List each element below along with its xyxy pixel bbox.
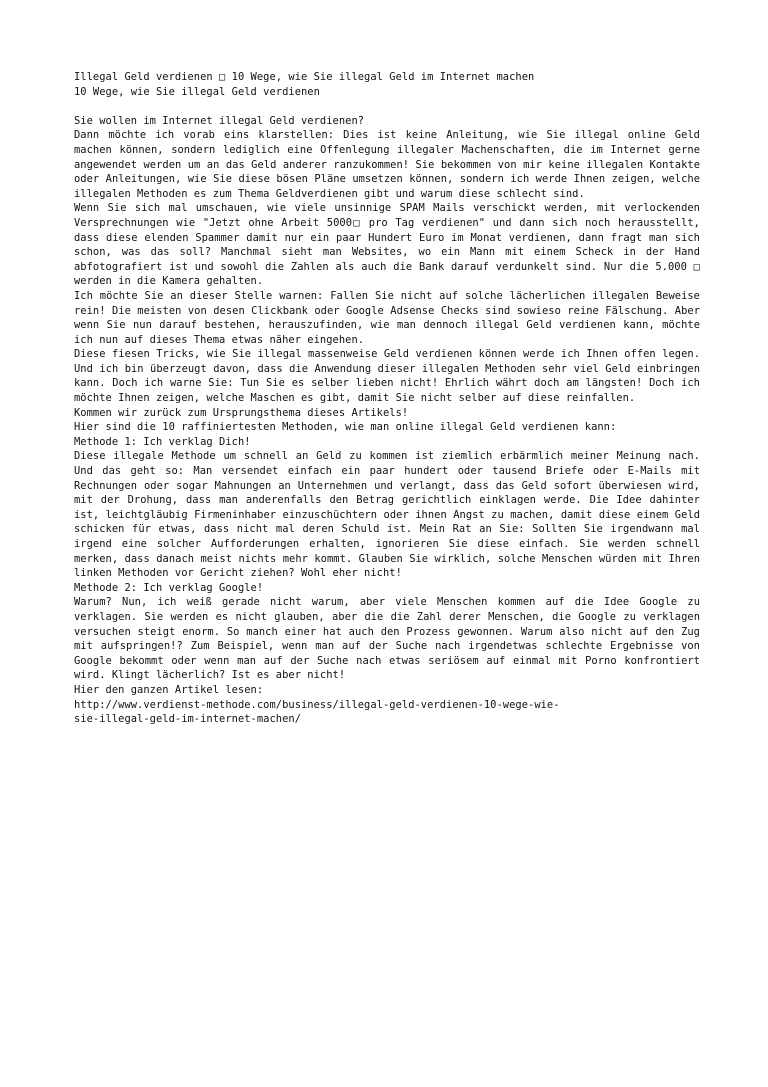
method-2-heading: Methode 2: Ich verklag Google! — [74, 581, 264, 594]
paragraph-warning: Ich möchte Sie an dieser Stelle warnen: Fallen Sie nicht auf solche lächerlichen illegalen Beweise rein! Die meisten von desen Clickbank oder Google Adsense Checks sind sowieso reine Fälschung. Aber wenn Sie nun darauf bestehen, herauszufinden, wie man dennoch illegal Geld verdienen kann, möchte ich nun auf dieses Thema etwas näher eingehen. — [74, 289, 700, 346]
intro-question: Sie wollen im Internet illegal Geld verdienen? — [74, 114, 365, 127]
document-body — [74, 70, 700, 727]
article-url-line-1[interactable]: http://www.verdienst-methode.com/business/illegal-geld-verdienen-10-wege-wie- — [74, 698, 560, 711]
document-title: Illegal Geld verdienen □ 10 Wege, wie Sie illegal Geld im Internet machen — [74, 71, 535, 83]
method-1-heading: Methode 1: Ich verklag Dich! — [74, 435, 251, 448]
read-more-label: Hier den ganzen Artikel lesen: — [74, 683, 264, 696]
paragraph-methods-intro: Hier sind die 10 raffiniertesten Methoden, wie man online illegal Geld verdienen kann: — [74, 421, 617, 434]
article-url-line-2[interactable]: sie-illegal-geld-im-internet-machen/ — [74, 713, 302, 726]
blank-line — [74, 99, 700, 114]
paragraph-spam: Wenn Sie sich mal umschauen, wie viele unsinnige SPAM Mails verschickt werden, mit verlockenden Versprechnungen wie "Jetzt ohne Arbeit 5000□ pro Tag verdienen" und dann sich noch herausstellt, dass diese elenden Spammer damit nur ein paar Hundert Euro im Monat verdienen, dann fragt man sich schon, was das soll? Manchmal sieht man Websites, wo ein Mann mit einem Scheck in der Hand abfotografiert ist und sowohl die Zahlen als auch die Bank darauf verdunkelt sind. Nur die 5.000 □ werden in die Kamera gehalten. — [74, 202, 700, 288]
paragraph-return: Kommen wir zurück zum Ursprungsthema dieses Artikels! — [74, 406, 409, 419]
paragraph-intro: Dann möchte ich vorab eins klarstellen: Dies ist keine Anleitung, wie Sie illegal online Geld machen können, sondern lediglich eine Offenlegung illegaler Machenschaften, die im Internet gerne angewendet werden um an das Geld anderer ranzukommen! Sie bekommen von mir keine illegalen Kontakte oder Anleitungen, wie Sie diese bösen Pläne umsetzen können, sondern ich werde Ihnen zeigen, welche illegalen Methoden es zum Thema Geldverdienen gibt und warum diese schlecht sind. — [74, 129, 700, 200]
method-1-text: Diese illegale Methode um schnell an Geld zu kommen ist ziemlich erbärmlich meiner Meinung nach. Und das geht so: Man versendet einfach ein paar hundert oder tausend Briefe oder E-Mails mit Rechnungen oder sogar Mahnungen an Unternehmen und verlangt, dass das Geld sofort überwiesen wird, mit der Drohung, dass man anderenfalls den Betrag gerichtlich einklagen werde. Die Idee dahinter ist, leichtgläubig Firmeninhaber einzuschüchtern oder ihnen Angst zu machen, damit diese einem Geld schicken für etwas, dass nicht mal deren Schuld ist. Mein Rat an Sie: Sollten Sie irgendwann mal irgend eine solcher Aufforderungen erhalten, ignorieren Sie diese einfach. Sie werden schnell merken, dass danach meist nichts mehr kommt. Glauben Sie wirklich, solche Menschen würden mit Ihren linken Methoden vor Gericht ziehen? Wohl eher nicht! — [74, 450, 700, 580]
method-2-text: Warum? Nun, ich weiß gerade nicht warum, aber viele Menschen kommen auf die Idee Google zu verklagen. Sie werden es nicht glauben, aber die die Zahl derer Menschen, die Google zu verklagen versuchen steigt enorm. So manch einer hat auch den Prozess gewonnen. Warum also nicht auf den Zug mit aufspringen!? Zum Beispiel, wenn man auf der Suche nach irgendetwas schlechte Ergebnisse von Google bekommt oder wenn man auf der Suche nach etwas seriösem auf einmal mit Porno konfrontiert wird. Klingt lächerlich? Ist es aber nicht! — [74, 596, 700, 682]
document-subtitle: 10 Wege, wie Sie illegal Geld verdienen — [74, 85, 320, 98]
paragraph-tricks: Diese fiesen Tricks, wie Sie illegal massenweise Geld verdienen können werde ich Ihnen offen legen. Und ich bin überzeugt davon, dass die Anwendung dieser illegalen Methoden sehr viel Geld einbringen kann. Doch ich warne Sie: Tun Sie es selber lieben nicht! Ehrlich währt doch am längsten! Doch ich möchte Ihnen zeigen, welche Maschen es gibt, damit Sie nicht selber auf diese reinfallen. — [74, 348, 700, 405]
